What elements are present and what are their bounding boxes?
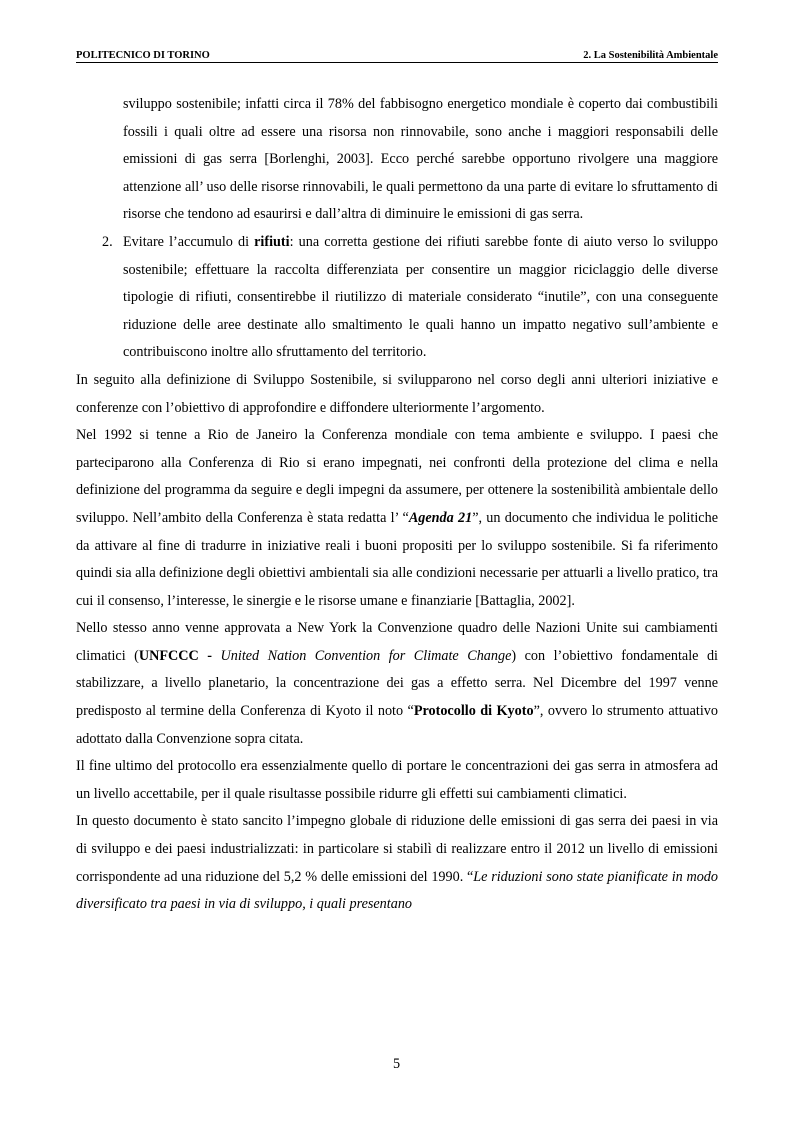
page-number: 5: [392, 1056, 401, 1072]
agenda-21-term: Agenda 21: [408, 509, 473, 526]
paragraph-4: Il fine ultimo del protocollo era essenzialmente quello di portare le concentrazioni dei gas serra in atmosfera ad un livello accettabile, per il quale risultasse possibile ridurre gli effetti sui cambiamenti climatici.: [76, 758, 718, 802]
list-item-lead: Evitare l’accumulo di: [123, 233, 255, 250]
paragraph-3: [76, 615, 718, 753]
paragraph-1: In seguito alla definizione di Sviluppo Sostenibile, si svilupparono nel corso degli anni ulteriori iniziative e conferenze con l’obiettivo di approfondire e diffondere ulteriormente l’argomento.: [76, 371, 718, 416]
list-item-number: 2.: [102, 233, 113, 250]
paragraph-5-quote: Le riduzioni sono state pianificate in modo diversificato tra paesi in via di sviluppo, i quali presentano: [76, 868, 718, 913]
list-item-2: [76, 229, 718, 367]
unfccc-full-name: United Nation Convention for Climate Change: [220, 647, 512, 664]
kyoto-protocol-term: Protocollo di Kyoto: [413, 703, 534, 720]
paragraph-3-text-f: ”, ovvero lo strumento attuativo adottato dalla Convenzione sopra citata.: [76, 703, 718, 747]
paragraph-3-text-a: Nello stesso anno venne approvata a New York la Convenzione quadro delle Nazioni Unite sui cambiamenti climatici (: [76, 620, 718, 664]
list-item-1-continuation: sviluppo sostenibile; infatti circa il 78% del fabbisogno energetico mondiale è coperto dai combustibili fossili i quali oltre ad essere una risorsa non rinnovabile, sono anche i maggiori responsabili delle emissioni di gas serra [Borlenghi, 2003]. Ecco perché sarebbe opportuno rivolgere una maggiore attenzione all’ uso delle risorse rinnovabili, le quali permettono da una parte di evitare lo sfruttamento di risorse che tendono ad esaurirsi e dall’altra di diminuire le emissioni di gas serra.: [123, 96, 718, 223]
paragraph-5-text-a: In questo documento è stato sancito l’impegno globale di riduzione delle emissioni di gas serra dei paesi in via di sviluppo e dei paesi industrializzati: in particolare si stabilì di realizzare entro il 2012 un livello di emissioni corrispondente ad una riduzione del 5,2 % delle emissioni del 1990. “: [76, 813, 718, 885]
paragraph-2-text-a: Nel 1992 si tenne a Rio de Janeiro la Conferenza mondiale con tema ambiente e sviluppo. I paesi che parteciparono alla Conferenza di Rio si erano impegnati, nei confronti della protezione del clima e nella definizione del programma da seguire e degli impegni da assumere, per ottenere la sostenibilità ambientale dello sviluppo. Nell’ambito della Conferenza è stata redatta l’ “: [76, 427, 718, 526]
paragraph-2: [76, 422, 718, 615]
paragraph-2-text-c: ”, un documento che individua le politiche da attivare al fine di tradurre in iniziative reali i buoni propositi per lo sviluppo sostenibile. Si fa riferimento quindi sia alla definizione degli obiettivi ambientali sia alle condizioni necessarie per attuarli a livello pratico, tra cui il consenso, l’interesse, le sinergie e le risorse umane e finanziarie [Battaglia, 2002].: [76, 509, 718, 609]
header-chapter: 2. La Sostenibilità Ambientale: [583, 50, 718, 61]
list-item-text: : una corretta gestione dei rifiuti sarebbe fonte di aiuto verso lo sviluppo sostenibile; effettuare la raccolta differenziata per consentire un maggior riciclaggio delle diverse tipologie di rifiuti, consentirebbe il riutilizzo di materiale considerato “inutile”, con una conseguente riduzione delle aree destinate allo smaltimento le quali hanno un impatto negativo sull’ambiente e contribuiscono inoltre allo sfruttamento del territorio.: [123, 233, 718, 361]
unfccc-acronym: UNFCCC -: [138, 647, 221, 664]
paragraph-5: [76, 808, 718, 918]
body-text: [76, 91, 718, 919]
running-header: [76, 50, 718, 63]
list-item-term: rifiuti: [254, 233, 290, 250]
paragraph-3-text-d: ) con l’obiettivo fondamentale di stabilizzare, a livello planetario, la concentrazione dei gas a effetto serra. Nel Dicembre del 1997 venne predisposto al termine della Conferenza di Kyoto il noto “: [76, 647, 718, 720]
header-institution: POLITECNICO DI TORINO: [76, 50, 210, 61]
